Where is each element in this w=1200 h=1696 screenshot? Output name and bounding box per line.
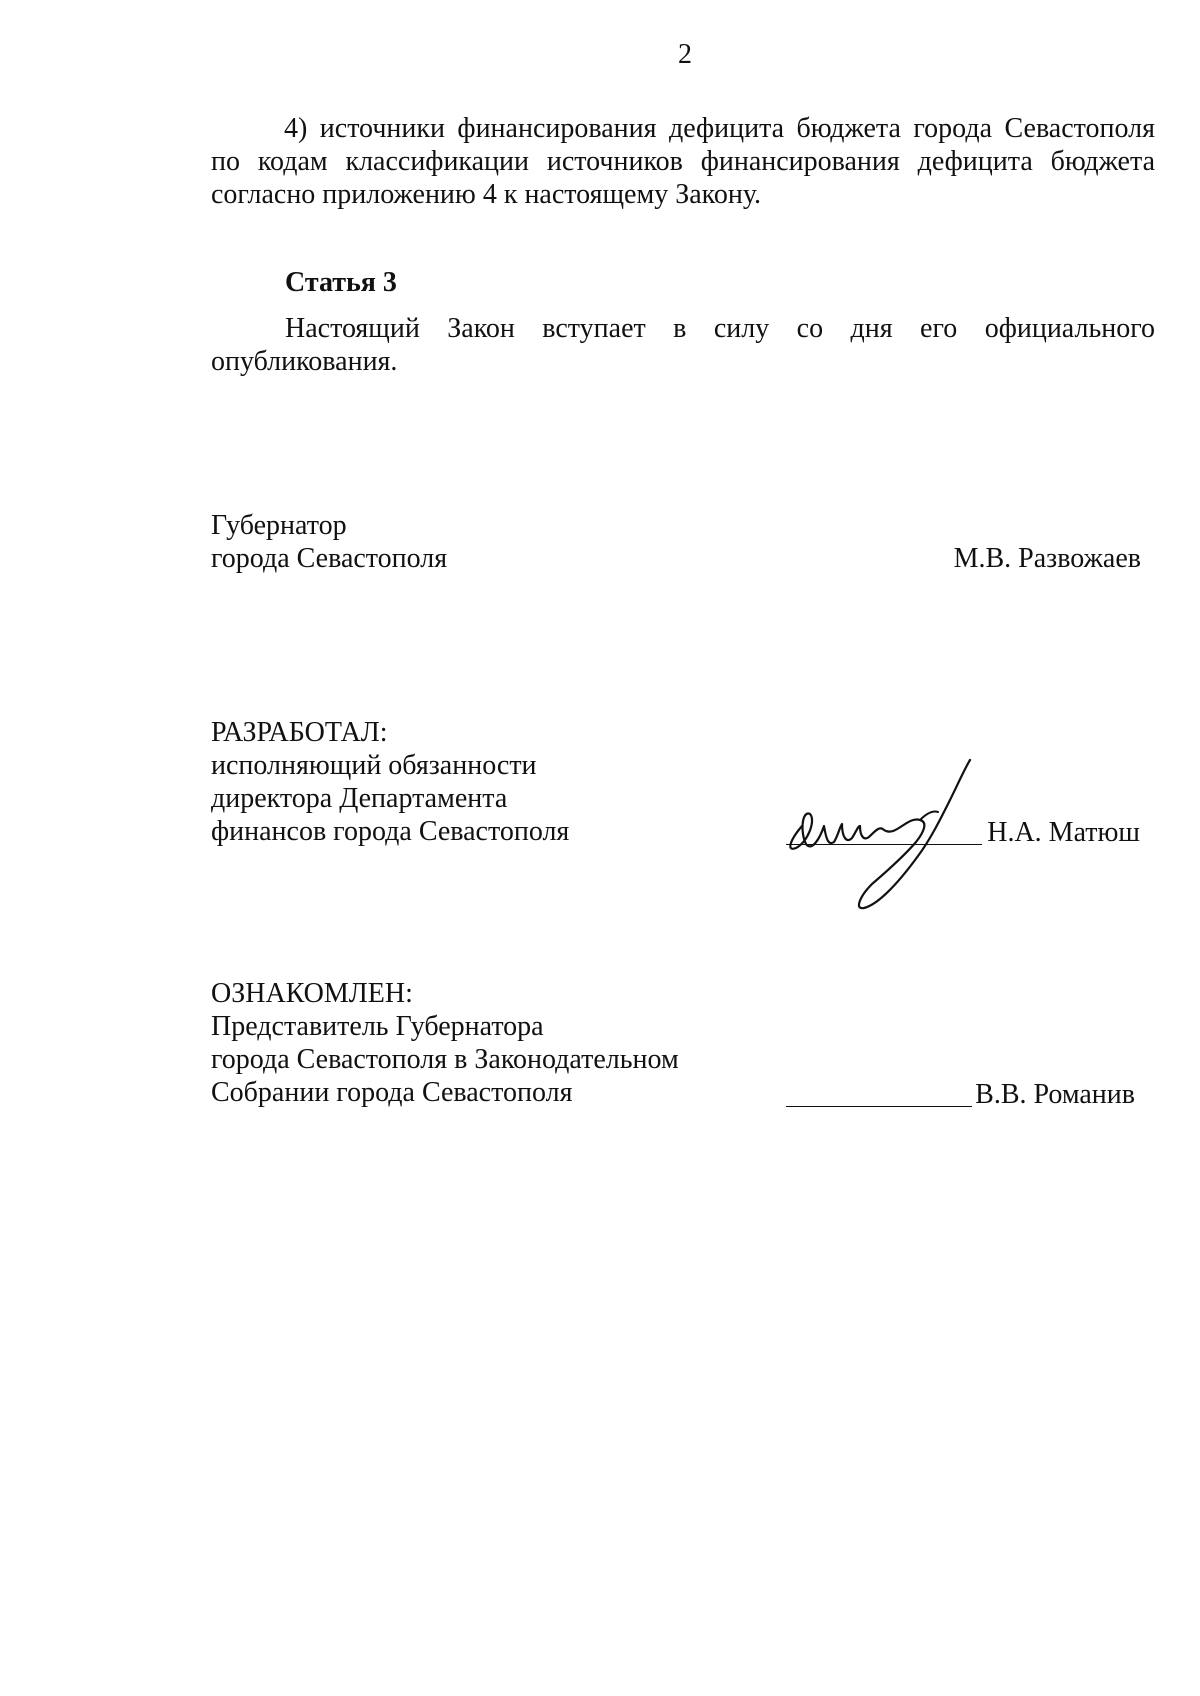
page-number: 2 bbox=[678, 39, 692, 70]
article-3-line-1: Настоящий Закон вступает в силу со дня его официального bbox=[285, 313, 1155, 344]
governor-name: М.В. Развожаев bbox=[953, 543, 1141, 574]
acknowledged-title-line-3: Собрании города Севастополя bbox=[211, 1077, 573, 1108]
developed-title-line-2: директора Департамента bbox=[211, 783, 508, 814]
acknowledged-title-line-1: Представитель Губернатора bbox=[211, 1011, 544, 1042]
developed-name: Н.А. Матюш bbox=[987, 817, 1140, 848]
clause-4 bbox=[211, 112, 1155, 211]
clause-4-line-3: согласно приложению 4 к настоящему Закону. bbox=[211, 179, 762, 210]
acknowledged-name: В.В. Романив bbox=[975, 1079, 1135, 1110]
developed-title-line-3: финансов города Севастополя bbox=[211, 816, 570, 847]
acknowledged-label: ОЗНАКОМЛЕН: bbox=[211, 978, 413, 1009]
developed-title-line-1: исполняющий обязанности bbox=[211, 750, 537, 781]
acknowledged-signature-line bbox=[786, 1106, 972, 1107]
governor-title-line-1: Губернатор bbox=[211, 510, 347, 541]
article-3-body bbox=[211, 312, 1155, 378]
article-3-line-2: опубликования. bbox=[211, 346, 398, 377]
handwritten-signature bbox=[780, 760, 1020, 920]
developed-label: РАЗРАБОТАЛ: bbox=[211, 717, 388, 748]
article-3-heading: Статья 3 bbox=[285, 267, 397, 298]
clause-4-line-1: 4) источники финансирования дефицита бюджета города Севастополя bbox=[284, 113, 1155, 144]
governor-title bbox=[211, 509, 447, 575]
acknowledged-title-line-2: города Севастополя в Законодательном bbox=[211, 1044, 679, 1075]
governor-title-line-2: города Севастополя bbox=[211, 543, 448, 574]
developed-block bbox=[211, 716, 569, 848]
clause-4-line-2: по кодам классификации источников финансирования дефицита бюджета bbox=[211, 146, 1155, 177]
acknowledged-block bbox=[211, 977, 679, 1109]
